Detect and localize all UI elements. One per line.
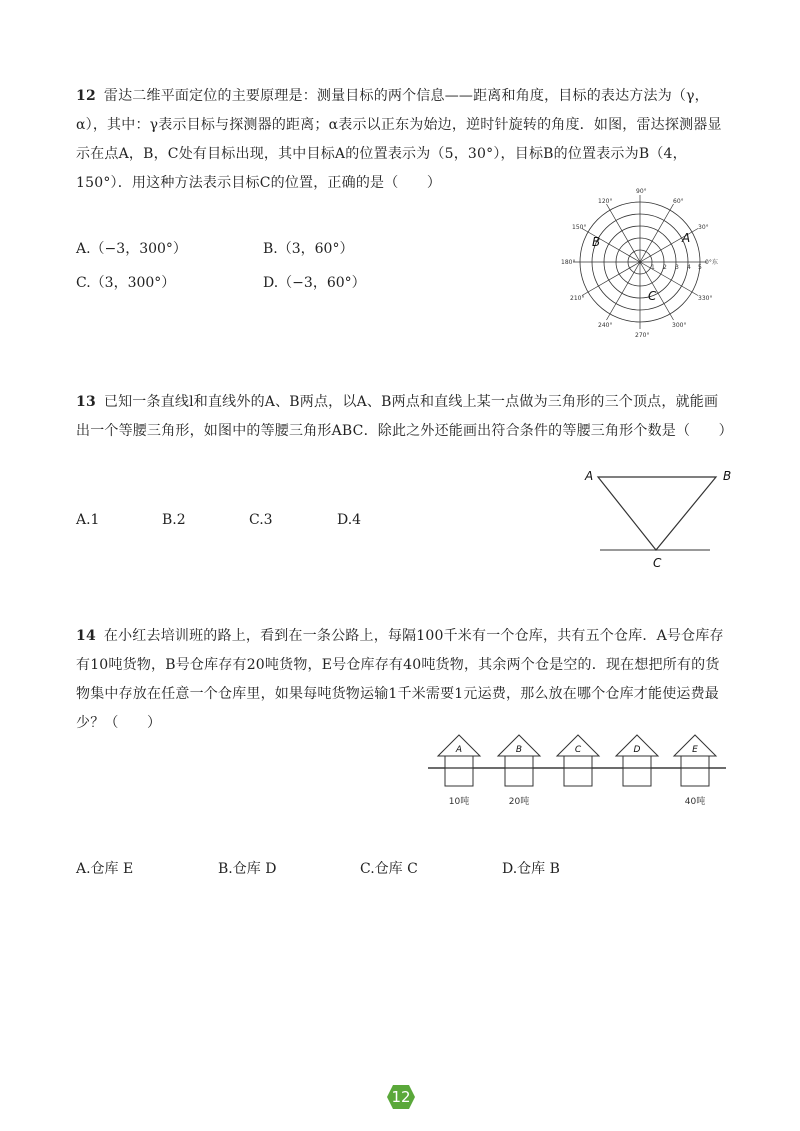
- angle-label-150: 150°: [572, 224, 587, 231]
- angle-label-210: 210°: [570, 295, 585, 302]
- angle-label-30: 30°: [698, 224, 709, 231]
- angle-label-300: 300°: [672, 322, 687, 329]
- warehouse-body: [623, 756, 651, 786]
- warehouse-d-label: D: [633, 745, 641, 755]
- angle-label-90: 90°: [636, 188, 647, 195]
- warehouse-b-label: B: [515, 745, 523, 755]
- load-e-label: 40吨: [684, 797, 706, 807]
- angle-label-330: 330°: [698, 295, 713, 302]
- question-text: 在小红去培训班的路上，看到在一条公路上，每隔100千米有一个仓库，共有五个仓库．A号仓库存有10吨货物，B号仓库存有20吨货物，E号仓库存有40吨货物，其余两个仓是空的．现在想把所有的货物集中存放在任意一个仓库里，如果每吨货物运输1千米需要1元运费，那么放在哪个仓库才能使运费最少？（ ）: [76, 628, 724, 731]
- radar-spokes: [573, 195, 707, 329]
- spoke-120: [607, 204, 641, 262]
- warehouse-body: [445, 756, 473, 786]
- ring-label-2: 2: [663, 264, 667, 271]
- question-number: 13: [76, 394, 96, 410]
- question-14-stem: [76, 622, 726, 738]
- radar-figure: [552, 186, 732, 346]
- triangle-figure: [578, 463, 748, 575]
- warehouse-e: [674, 735, 716, 786]
- spoke-240: [607, 262, 641, 320]
- question-12-stem: [76, 82, 726, 198]
- option-a[interactable]: A.仓库 E: [76, 861, 134, 877]
- point-a-label: A: [682, 231, 691, 245]
- warehouse-a: [438, 735, 480, 786]
- triangle-vertices: [584, 469, 731, 570]
- load-b-label: 20吨: [508, 797, 530, 807]
- warehouse-letters: [455, 745, 698, 755]
- page-number-badge: [386, 1084, 416, 1110]
- vertex-c-label: C: [653, 556, 662, 570]
- warehouse-body: [505, 756, 533, 786]
- warehouse-d: [616, 735, 658, 786]
- question-number: 12: [76, 88, 96, 104]
- question-number: 14: [76, 628, 96, 644]
- isosceles-triangle: [598, 477, 716, 550]
- spoke-150: [582, 229, 640, 263]
- option-a[interactable]: A.（−3，300°）: [76, 241, 187, 257]
- spoke-210: [582, 262, 640, 296]
- warehouse-e-label: E: [692, 745, 698, 755]
- warehouse-body: [681, 756, 709, 786]
- spoke-300: [640, 262, 674, 320]
- angle-label-60: 60°: [673, 198, 684, 205]
- spoke-60: [640, 204, 674, 262]
- option-c[interactable]: C.仓库 C: [360, 861, 418, 877]
- ring-label-5: 5: [698, 264, 702, 271]
- warehouse-b: [498, 735, 540, 786]
- question-13-stem: [76, 388, 733, 446]
- angle-label-240: 240°: [598, 322, 613, 329]
- option-b[interactable]: B.仓库 D: [218, 861, 277, 877]
- ring-labels: [651, 264, 702, 271]
- option-a[interactable]: A.1: [76, 512, 100, 528]
- warehouse-body: [564, 756, 592, 786]
- angle-label-120: 120°: [598, 198, 613, 205]
- option-b[interactable]: B.（3，60°）: [263, 241, 354, 257]
- warehouse-shapes: [438, 735, 716, 786]
- option-d[interactable]: D.仓库 B: [502, 861, 560, 877]
- angle-label-270: 270°: [635, 332, 650, 339]
- point-b-label: B: [592, 235, 601, 249]
- warehouse-c-label: C: [574, 745, 582, 755]
- ring-label-3: 3: [675, 264, 679, 271]
- page-number: 12: [391, 1088, 411, 1106]
- option-c[interactable]: C.3: [249, 512, 273, 528]
- angle-label-180: 180°: [561, 259, 576, 266]
- warehouse-loads: [449, 795, 705, 807]
- ring-label-1: 1: [651, 264, 655, 271]
- option-d[interactable]: D.4: [337, 512, 362, 528]
- option-d[interactable]: D.（−3，60°）: [263, 275, 366, 291]
- question-text: 已知一条直线l和直线外的A、B两点，以A、B两点和直线上某一点做为三角形的三个顶点，就能画出一个等腰三角形，如图中的等腰三角形ABC．除此之外还能画出符合条件的等腰三角形个数是（ ）: [76, 394, 733, 439]
- angle-label-0: 0°东: [705, 259, 718, 266]
- ring-label-4: 4: [687, 264, 691, 271]
- option-c[interactable]: C.（3，300°）: [76, 275, 176, 291]
- warehouse-c: [557, 735, 599, 786]
- question-text: 雷达二维平面定位的主要原理是：测量目标的两个信息——距离和角度，目标的表达方法为（γ，α），其中：γ表示目标与探测器的距离；α表示以正东为始边，逆时针旋转的角度．如图，雷达探测器显示在点A，B，C处有目标出现，其中目标A的位置表示为（5，30°），目标B的位置表示为B（4，150°）．用这种方法表示目标C的位置，正确的是（ ）: [76, 88, 722, 191]
- vertex-b-label: B: [723, 469, 732, 483]
- point-c-label: C: [648, 289, 657, 303]
- option-b[interactable]: B.2: [162, 512, 186, 528]
- vertex-a-label: A: [585, 469, 594, 483]
- load-a-label: 10吨: [448, 797, 470, 807]
- warehouse-figure: [426, 728, 736, 812]
- warehouse-a-label: A: [455, 745, 463, 755]
